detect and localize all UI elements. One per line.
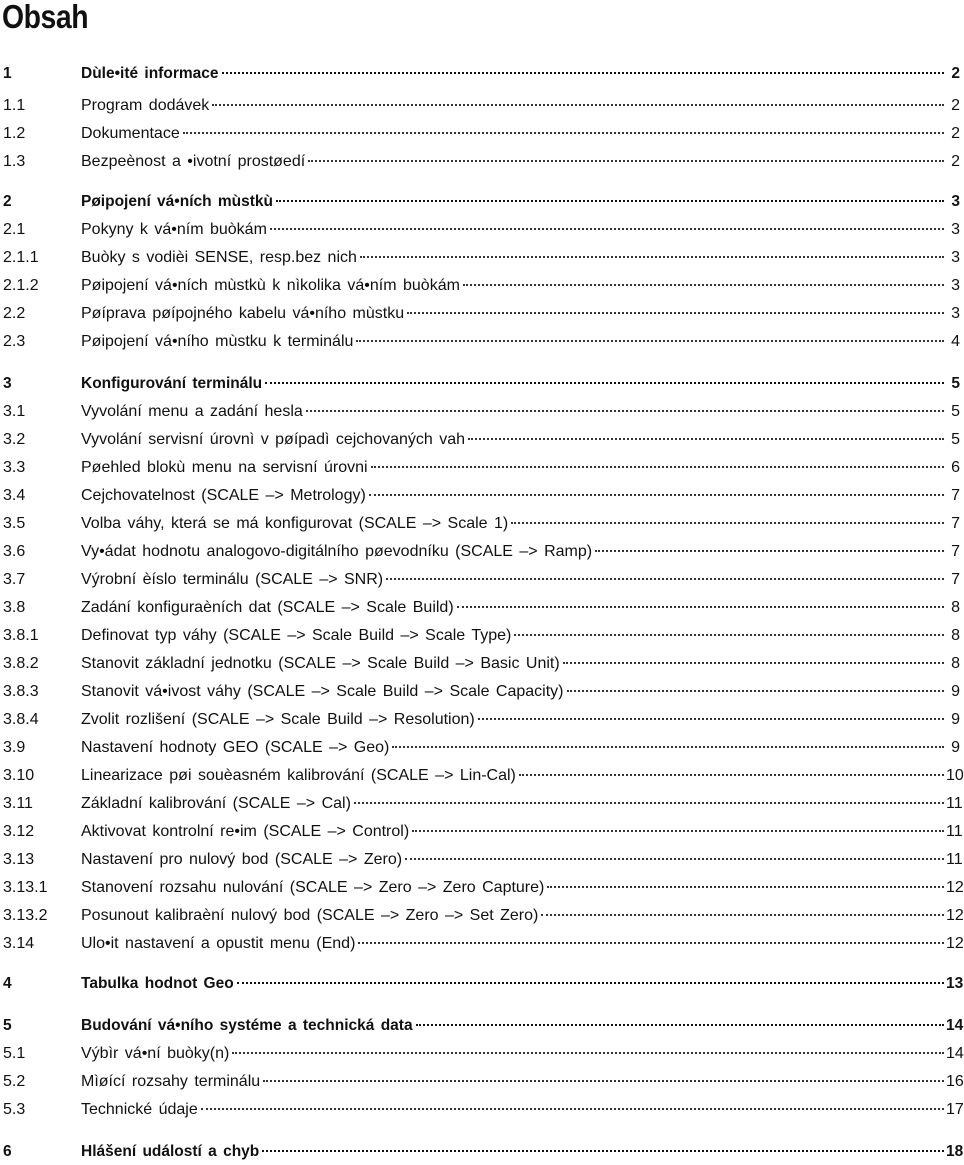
toc-entry-number: 3.13.2 xyxy=(3,907,48,924)
toc-entry-number: 3.2 xyxy=(3,431,26,448)
toc-section-entry xyxy=(0,274,960,298)
dot-leader xyxy=(541,914,944,916)
dot-leader xyxy=(358,942,944,944)
dot-leader xyxy=(237,982,944,984)
toc-entry-page-number: 3 xyxy=(951,221,960,238)
dot-leader xyxy=(354,802,944,804)
toc-entry-title: Program dodávek xyxy=(81,97,210,114)
toc-entry-page-number: 5 xyxy=(951,403,960,420)
toc-entry-number: 2.1.2 xyxy=(3,277,39,294)
toc-entry-title: Stanovit vá•ivost váhy (SCALE –> Scale Build –> Scale Capacity) xyxy=(81,683,564,700)
toc-entry-title: Základní kalibrování (SCALE –> Cal) xyxy=(81,795,351,812)
dot-leader xyxy=(369,494,944,496)
toc-entry-title: Cejchovatelnost (SCALE –> Metrology) xyxy=(81,487,366,504)
toc-entry-title: Nastavení hodnoty GEO (SCALE –> Geo) xyxy=(81,739,390,756)
toc-entry-number: 1.1 xyxy=(3,97,26,114)
toc-section-entry xyxy=(0,302,960,326)
toc-entry-number: 5.3 xyxy=(3,1101,26,1118)
toc-entry-page-number: 3 xyxy=(951,249,960,266)
toc-entry-title: Ulo•it nastavení a opustit menu (End) xyxy=(81,935,356,952)
toc-section-entry xyxy=(0,246,960,270)
toc-entry-number: 3.8.3 xyxy=(3,683,39,700)
toc-chapter-entry xyxy=(0,1140,964,1164)
dot-leader xyxy=(407,312,944,314)
toc-section-entry xyxy=(0,400,960,424)
toc-entry-title: Hlášení událostí a chyb xyxy=(81,1143,260,1160)
toc-entry-title: Pøipojení vá•ních mùstkù xyxy=(81,193,274,210)
toc-entry-title: Výbìr vá•ní buòky(n) xyxy=(81,1045,230,1062)
toc-entry-number: 3.13 xyxy=(3,851,35,868)
toc-entry-page-number: 8 xyxy=(951,655,960,672)
toc-section-entry xyxy=(0,1042,964,1066)
toc-entry-title: Dùle•ité informace xyxy=(81,65,219,82)
toc-entry-number: 3.13.1 xyxy=(3,879,48,896)
toc-section-entry xyxy=(0,512,960,536)
toc-entry-title: Pøehled blokù menu na servisní úrovni xyxy=(81,459,368,476)
toc-entry-page-number: 7 xyxy=(951,515,960,532)
toc-section-entry xyxy=(0,540,960,564)
toc-entry-title: Výrobní èíslo terminálu (SCALE –> SNR) xyxy=(81,571,384,588)
toc-entry-page-number: 8 xyxy=(951,599,960,616)
dot-leader xyxy=(563,662,944,664)
dot-leader xyxy=(405,858,944,860)
dot-leader xyxy=(567,690,945,692)
toc-entry-title: Konfigurování terminálu xyxy=(81,375,263,392)
toc-section-entry xyxy=(0,736,960,760)
toc-entry-title: Pøíprava pøípojného kabelu vá•ního mùstku xyxy=(81,305,405,322)
page-title: Obsah xyxy=(2,0,89,35)
toc-chapter-entry xyxy=(0,190,960,214)
dot-leader xyxy=(270,228,944,230)
toc-entry-number: 3.3 xyxy=(3,459,26,476)
toc-entry-page-number: 6 xyxy=(951,459,960,476)
dot-leader xyxy=(478,718,944,720)
toc-section-entry xyxy=(0,568,960,592)
toc-section-entry xyxy=(0,1098,964,1122)
toc-chapter-entry xyxy=(0,62,960,86)
dot-leader xyxy=(595,550,944,552)
toc-chapter-entry xyxy=(0,1014,964,1038)
toc-section-entry xyxy=(0,876,964,900)
toc-entry-title: Volba váhy, která se má konfigurovat (SCALE –> Scale 1) xyxy=(81,515,509,532)
toc-entry-page-number: 12 xyxy=(946,879,964,896)
toc-entry-title: Buòky s vodièi SENSE, resp.bez nich xyxy=(81,249,357,266)
toc-entry-number: 3 xyxy=(3,375,12,392)
toc-entry-title: Vy•ádat hodnotu analogovo-digitálního pøevodníku (SCALE –> Ramp) xyxy=(81,543,593,560)
toc-entry-page-number: 16 xyxy=(946,1073,964,1090)
toc-entry-page-number: 12 xyxy=(946,907,964,924)
dot-leader xyxy=(308,160,944,162)
toc-entry-title: Budování vá•ního systéme a technická data xyxy=(81,1017,413,1034)
toc-section-entry xyxy=(0,596,960,620)
toc-section-entry xyxy=(0,484,960,508)
toc-entry-number: 3.9 xyxy=(3,739,26,756)
toc-entry-number: 3.8 xyxy=(3,599,26,616)
dot-leader xyxy=(232,1052,944,1054)
dot-leader xyxy=(183,132,944,134)
toc-entry-title: Definovat typ váhy (SCALE –> Scale Build –> Scale Type) xyxy=(81,627,512,644)
toc-entry-title: Pokyny k vá•ním buòkám xyxy=(81,221,267,238)
toc-section-entry xyxy=(0,94,960,118)
toc-section-entry xyxy=(0,848,963,872)
dot-leader xyxy=(457,606,944,608)
toc-entry-number: 3.10 xyxy=(3,767,35,784)
toc-entry-title: Linearizace pøi souèasném kalibrování (SCALE –> Lin-Cal) xyxy=(81,767,516,784)
toc-entry-number: 3.8.4 xyxy=(3,711,39,728)
toc-entry-title: Vyvolání servisní úrovnì v pøípadì cejchovaných vah xyxy=(81,431,466,448)
toc-entry-page-number: 3 xyxy=(951,193,960,210)
dot-leader xyxy=(386,578,944,580)
toc-entry-number: 3.14 xyxy=(3,935,35,952)
toc-section-entry xyxy=(0,820,963,844)
toc-entry-page-number: 9 xyxy=(951,739,960,756)
toc-entry-page-number: 7 xyxy=(951,543,960,560)
toc-entry-page-number: 4 xyxy=(951,333,960,350)
dot-leader xyxy=(547,886,944,888)
dot-leader xyxy=(201,1108,944,1110)
dot-leader xyxy=(356,340,944,342)
toc-entry-title: Mìøící rozsahy terminálu xyxy=(81,1073,261,1090)
toc-entry-number: 2.3 xyxy=(3,333,26,350)
toc-entry-number: 3.12 xyxy=(3,823,35,840)
toc-chapter-entry xyxy=(0,972,964,996)
toc-entry-title: Technické údaje xyxy=(81,1101,198,1118)
toc-section-entry xyxy=(0,428,960,452)
toc-section-entry xyxy=(0,122,960,146)
toc-entry-title: Tabulka hodnot Geo xyxy=(81,975,234,992)
toc-entry-number: 3.6 xyxy=(3,543,26,560)
toc-entry-number: 1 xyxy=(3,65,12,82)
toc-entry-page-number: 2 xyxy=(951,125,960,142)
toc-entry-page-number: 8 xyxy=(951,627,960,644)
toc-entry-title: Vyvolání menu a zadání hesla xyxy=(81,403,303,420)
dot-leader xyxy=(265,382,944,384)
dot-leader xyxy=(276,200,944,202)
toc-section-entry xyxy=(0,1070,964,1094)
toc-chapter-entry xyxy=(0,372,960,396)
dot-leader xyxy=(468,438,944,440)
toc-section-entry xyxy=(0,764,964,788)
toc-entry-title: Aktivovat kontrolní re•im (SCALE –> Control) xyxy=(81,823,410,840)
toc-entry-page-number: 2 xyxy=(951,97,960,114)
dot-leader xyxy=(392,746,944,748)
toc-entry-number: 3.1 xyxy=(3,403,26,420)
toc-entry-title: Zadání konfiguraèních dat (SCALE –> Scale Build) xyxy=(81,599,454,616)
dot-leader xyxy=(306,410,944,412)
toc-entry-number: 6 xyxy=(3,1143,12,1160)
toc-entry-page-number: 3 xyxy=(951,277,960,294)
toc-section-entry xyxy=(0,218,960,242)
toc-entry-title: Zvolit rozlišení (SCALE –> Scale Build –> Resolution) xyxy=(81,711,475,728)
dot-leader xyxy=(463,284,944,286)
dot-leader xyxy=(371,466,944,468)
dot-leader xyxy=(263,1080,944,1082)
toc-section-entry xyxy=(0,150,960,174)
toc-entry-number: 2.1.1 xyxy=(3,249,39,266)
dot-leader xyxy=(222,72,945,74)
dot-leader xyxy=(514,634,944,636)
toc-entry-number: 3.4 xyxy=(3,487,26,504)
toc-entry-page-number: 7 xyxy=(951,487,960,504)
toc-entry-title: Stanovení rozsahu nulování (SCALE –> Zero –> Zero Capture) xyxy=(81,879,545,896)
toc-entry-page-number: 7 xyxy=(951,571,960,588)
toc-entry-title: Bezpeènost a •ivotní prostøedí xyxy=(81,153,306,170)
toc-entry-page-number: 13 xyxy=(946,975,964,992)
toc-entry-number: 2.2 xyxy=(3,305,26,322)
toc-entry-number: 3.7 xyxy=(3,571,26,588)
dot-leader xyxy=(212,104,944,106)
toc-entry-page-number: 10 xyxy=(946,767,964,784)
toc-entry-page-number: 5 xyxy=(951,431,960,448)
toc-entry-page-number: 3 xyxy=(951,305,960,322)
toc-section-entry xyxy=(0,792,963,816)
toc-entry-number: 1.2 xyxy=(3,125,26,142)
toc-entry-number: 5.2 xyxy=(3,1073,26,1090)
toc-entry-title: Pøipojení vá•ního mùstku k terminálu xyxy=(81,333,354,350)
dot-leader xyxy=(262,1150,944,1152)
toc-entry-title: Pøipojení vá•ních mùstkù k nìkolika vá•ním buòkám xyxy=(81,277,460,294)
toc-entry-title: Nastavení pro nulový bod (SCALE –> Zero) xyxy=(81,851,403,868)
toc-entry-number: 2 xyxy=(3,193,12,210)
toc-entry-page-number: 14 xyxy=(946,1045,964,1062)
toc-entry-page-number: 17 xyxy=(946,1101,964,1118)
toc-entry-number: 1.3 xyxy=(3,153,26,170)
toc-entry-page-number: 11 xyxy=(946,851,963,868)
toc-entry-number: 3.8.2 xyxy=(3,655,39,672)
toc-entry-page-number: 11 xyxy=(946,823,963,840)
toc-section-entry xyxy=(0,624,960,648)
toc-entry-number: 3.5 xyxy=(3,515,26,532)
toc-section-entry xyxy=(0,330,960,354)
toc-entry-page-number: 12 xyxy=(946,935,964,952)
toc-entry-page-number: 2 xyxy=(951,65,960,82)
toc-section-entry xyxy=(0,708,960,732)
toc-entry-number: 3.8.1 xyxy=(3,627,39,644)
toc-entry-page-number: 9 xyxy=(951,683,960,700)
toc-entry-number: 3.11 xyxy=(3,795,33,812)
toc-entry-page-number: 9 xyxy=(951,711,960,728)
dot-leader xyxy=(519,774,944,776)
toc-entry-title: Stanovit základní jednotku (SCALE –> Scale Build –> Basic Unit) xyxy=(81,655,560,672)
toc-entry-number: 5.1 xyxy=(3,1045,26,1062)
toc-entry-page-number: 18 xyxy=(946,1143,964,1160)
toc-entry-page-number: 2 xyxy=(951,153,960,170)
toc-entry-page-number: 14 xyxy=(946,1017,964,1034)
dot-leader xyxy=(511,522,944,524)
toc-entry-number: 5 xyxy=(3,1017,12,1034)
toc-section-entry xyxy=(0,652,960,676)
dot-leader xyxy=(360,256,944,258)
toc-entry-page-number: 11 xyxy=(946,795,963,812)
toc-section-entry xyxy=(0,904,964,928)
dot-leader xyxy=(416,1024,944,1026)
toc-section-entry xyxy=(0,932,964,956)
dot-leader xyxy=(412,830,944,832)
toc-entry-number: 2.1 xyxy=(3,221,26,238)
toc-entry-number: 4 xyxy=(3,975,12,992)
toc-section-entry xyxy=(0,456,960,480)
toc-entry-title: Posunout kalibraèní nulový bod (SCALE –> Zero –> Set Zero) xyxy=(81,907,539,924)
toc-entry-page-number: 5 xyxy=(951,375,960,392)
toc-section-entry xyxy=(0,680,960,704)
toc-entry-title: Dokumentace xyxy=(81,125,180,142)
